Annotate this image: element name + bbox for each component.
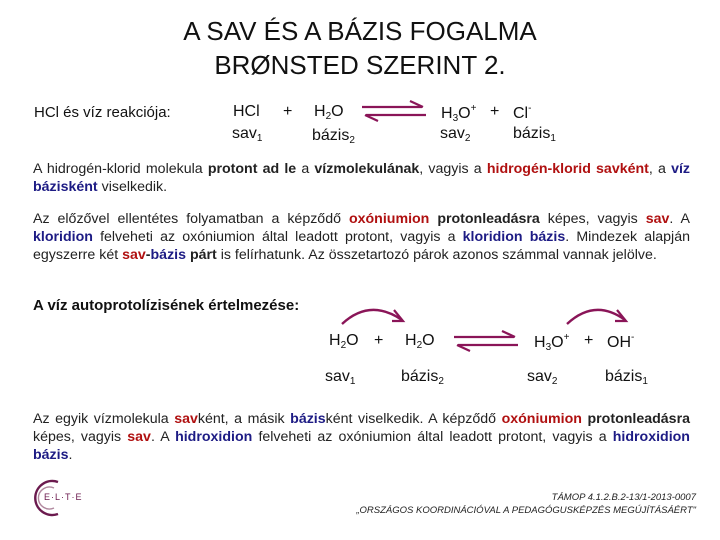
reaction2-label-base-1: bázis$_1$ — [605, 368, 648, 387]
reaction2-water-1: $H_2O$ — [329, 332, 359, 351]
reaction1-plus-1: + — [283, 103, 293, 120]
equilibrium-arrow-1 — [360, 100, 428, 122]
footer-project-code: TÁMOP 4.1.2.B.2-13/1-2013-0007 — [551, 492, 696, 503]
reaction2-label-acid-1: sav$_1$ — [325, 368, 356, 387]
reaction2-water-2: $H_2O$ — [405, 332, 435, 351]
page-title — [0, 14, 720, 82]
reaction2-plus-2: + — [584, 332, 594, 349]
reaction2-label-base-2: bázis$_2$ — [401, 368, 444, 387]
title-line-1: A SAV ÉS A BÁZIS FOGALMA — [183, 16, 537, 46]
reaction1-label-base-1: bázis$_1$ — [513, 125, 556, 144]
reaction1-hcl: HCl — [233, 103, 260, 120]
proton-transfer-arrows — [340, 298, 720, 338]
footer-project-slogan: „ORSZÁGOS KOORDINÁCIÓVAL A PEDAGÓGUSKÉPZÉS MEGÚJÍTÁSÁÉRT" — [356, 505, 696, 516]
reaction2-oxonium: $H_3O^+$ — [534, 332, 570, 353]
reaction1-label: HCl és víz reakciója: — [34, 104, 171, 121]
paragraph-2: Az előzővel ellentétes folyamatban a képződő oxóniumion protonleadásra képes, vagyis sav. A kloridion felveheti az oxóniumion által leadott protont, vagyis a kloridion bázis. Mindezek alapján egyszerre két sav-bázis párt is felírhatunk. Az összetartozó párok azonos számmal vannak jelölve. — [33, 211, 690, 263]
reaction1-label-acid-1: sav$_1$ — [232, 125, 263, 144]
reaction1-plus-2: + — [490, 103, 500, 120]
reaction1-oxonium: $H_3O^+$ — [441, 103, 477, 124]
reaction2-hydroxide: OH- — [607, 332, 635, 351]
title-line-2: BRØNSTED SZERINT 2. — [214, 50, 506, 80]
reaction1-water: $H_2O$ — [314, 103, 344, 122]
reaction1-chloride: Cl- — [513, 103, 532, 122]
elte-logo-text: E·L·T·E — [44, 492, 83, 502]
reaction1-label-acid-2: sav$_2$ — [440, 125, 471, 144]
paragraph-3: Az egyik vízmolekula savként, a másik bázisként viselkedik. A képződő oxóniumion protonleadásra képes, vagyis sav. A hidroxidion felveheti az oxóniumion által leadott protont, vagyis a hidroxidion bázis. — [33, 411, 690, 463]
reaction1-label-base-2: bázis$_2$ — [312, 127, 355, 146]
reaction2-label-acid-2: sav$_2$ — [527, 368, 558, 387]
paragraph-1: A hidrogén-klorid molekula protont ad le a vízmolekulának, vagyis a hidrogén-klorid savként, a víz bázisként viselkedik. — [33, 161, 690, 195]
reaction2-plus-1: + — [374, 332, 384, 349]
elte-logo — [28, 478, 108, 523]
equilibrium-arrow-2 — [452, 330, 520, 352]
section-heading-autoprotolysis: A víz autoprotolízisének értelmezése: — [33, 297, 300, 314]
